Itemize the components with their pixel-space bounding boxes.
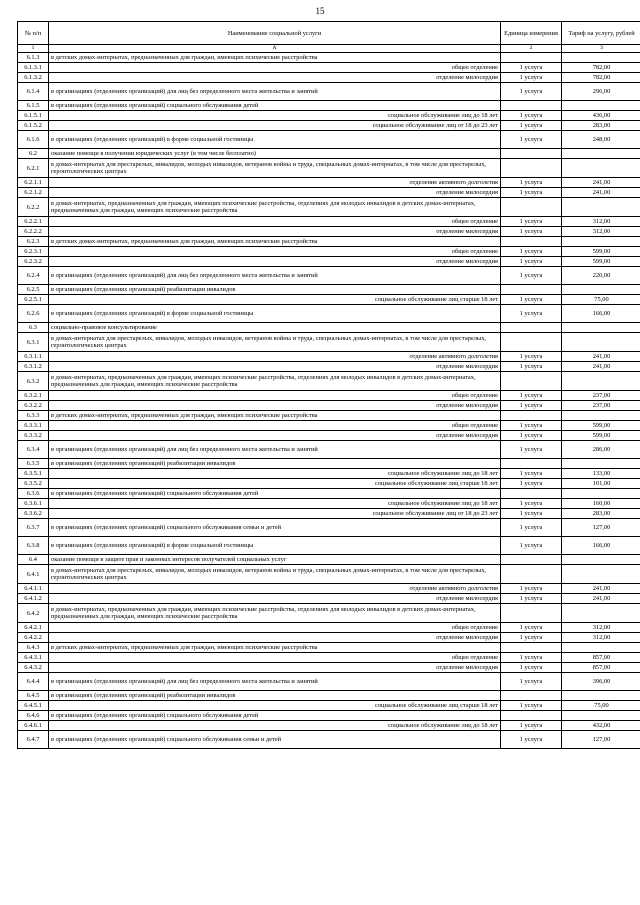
row-unit [501, 643, 562, 653]
row-service-name: отделение милосердия [49, 227, 501, 237]
row-tariff: 160,00 [562, 499, 640, 509]
row-number: 6.1.4 [18, 83, 49, 101]
row-unit [501, 372, 562, 391]
row-tariff: 241,00 [562, 188, 640, 198]
table-row [18, 121, 640, 131]
table-row [18, 63, 640, 73]
row-service-name: отделение милосердия [49, 401, 501, 411]
row-number: 6.2.4 [18, 267, 49, 285]
row-tariff [562, 285, 640, 295]
row-service-name: отделение активного долголетия [49, 352, 501, 362]
row-number: 6.2.1 [18, 159, 49, 178]
row-number: 6.3 [18, 323, 49, 333]
row-tariff [562, 237, 640, 247]
row-number: 6.1.5.2 [18, 121, 49, 131]
table-row [18, 401, 640, 411]
row-service-name: в организациях (отделениях организаций) в форме социальной гостиницы [49, 537, 501, 555]
row-service-name: в домах-интернатах для престарелых, инвалидов, молодых инвалидов, ветеранов войны и труда, специальных домах-интернатах, в том числе для престарелых, геронтологических центрах [49, 565, 501, 584]
table-row [18, 247, 640, 257]
row-number: 6.2.2.2 [18, 227, 49, 237]
row-tariff [562, 101, 640, 111]
row-tariff: 296,00 [562, 83, 640, 101]
row-number: 6.3.4 [18, 441, 49, 459]
row-tariff: 396,00 [562, 673, 640, 691]
row-number: 6.4.2 [18, 604, 49, 623]
row-number: 6.4.1.2 [18, 594, 49, 604]
row-unit: 1 услуга [501, 188, 562, 198]
row-tariff: 312,00 [562, 623, 640, 633]
row-service-name: в организациях (отделениях организаций) социального обслуживания детей [49, 711, 501, 721]
table-row [18, 305, 640, 323]
row-unit: 1 услуга [501, 391, 562, 401]
row-unit: 1 услуга [501, 73, 562, 83]
row-tariff: 248,00 [562, 131, 640, 149]
row-unit: 1 услуга [501, 441, 562, 459]
header-tariff: Тариф на услугу, рублей [562, 22, 640, 45]
table-row [18, 101, 640, 111]
table-row [18, 149, 640, 159]
row-tariff: 127,00 [562, 519, 640, 537]
row-tariff: 166,00 [562, 305, 640, 323]
row-service-name: отделение милосердия [49, 188, 501, 198]
row-unit [501, 101, 562, 111]
row-number: 6.2 [18, 149, 49, 159]
row-service-name: в организациях (отделениях организаций) реабилитации инвалидов [49, 691, 501, 701]
row-unit [501, 459, 562, 469]
row-number: 6.3.3.1 [18, 421, 49, 431]
row-tariff [562, 489, 640, 499]
row-number: 6.4.2.2 [18, 633, 49, 643]
row-service-name: в организациях (отделениях организаций) реабилитации инвалидов [49, 459, 501, 469]
row-number: 6.4.6 [18, 711, 49, 721]
row-unit [501, 711, 562, 721]
table-row [18, 441, 640, 459]
row-unit [501, 489, 562, 499]
table-row [18, 721, 640, 731]
row-service-name: в организациях (отделениях организаций) в форме социальной гостиницы [49, 305, 501, 323]
table-row [18, 159, 640, 178]
row-tariff [562, 333, 640, 352]
row-service-name: в детских домах-интернатах, предназначенных для граждан, имеющих психические расстройства [49, 53, 501, 63]
table-row [18, 555, 640, 565]
row-number: 6.4.5 [18, 691, 49, 701]
table-row [18, 411, 640, 421]
row-unit: 1 услуга [501, 227, 562, 237]
table-row [18, 178, 640, 188]
row-tariff: 857,00 [562, 663, 640, 673]
row-tariff: 312,00 [562, 633, 640, 643]
row-service-name: в детских домах-интернатах, предназначенных для граждан, имеющих психические расстройства [49, 411, 501, 421]
index-name: А [49, 45, 501, 53]
table-row [18, 565, 640, 584]
table-row [18, 362, 640, 372]
row-number: 6.2.5 [18, 285, 49, 295]
table-index-row [18, 45, 640, 53]
row-tariff: 312,00 [562, 217, 640, 227]
row-number: 6.2.2 [18, 198, 49, 217]
row-number: 6.2.3 [18, 237, 49, 247]
table-row [18, 295, 640, 305]
row-tariff [562, 711, 640, 721]
row-tariff [562, 53, 640, 63]
row-unit: 1 услуга [501, 295, 562, 305]
row-service-name: общее отделение [49, 247, 501, 257]
row-number: 6.3.6.1 [18, 499, 49, 509]
row-tariff: 312,00 [562, 227, 640, 237]
row-service-name: в организациях (отделениях организаций) в форме социальной гостиницы [49, 131, 501, 149]
row-unit [501, 198, 562, 217]
table-row [18, 257, 640, 267]
row-tariff [562, 459, 640, 469]
row-unit: 1 услуга [501, 267, 562, 285]
row-unit [501, 604, 562, 623]
row-number: 6.3.1 [18, 333, 49, 352]
row-service-name: отделение милосердия [49, 663, 501, 673]
table-row [18, 633, 640, 643]
row-number: 6.2.1.2 [18, 188, 49, 198]
table-row [18, 604, 640, 623]
row-number: 6.2.2.1 [18, 217, 49, 227]
row-tariff [562, 411, 640, 421]
row-service-name: отделение активного долголетия [49, 584, 501, 594]
row-tariff: 75,00 [562, 701, 640, 711]
row-service-name: в детских домах-интернатах, предназначенных для граждан, имеющих психические расстройства [49, 643, 501, 653]
row-service-name: в организациях (отделениях организаций) социального обслуживания семьи и детей [49, 731, 501, 749]
table-header-row [18, 22, 640, 45]
row-number: 6.4.3 [18, 643, 49, 653]
row-tariff: 782,00 [562, 73, 640, 83]
row-service-name: в организациях (отделениях организаций) социального обслуживания детей [49, 101, 501, 111]
row-tariff: 599,00 [562, 431, 640, 441]
row-service-name: в домах-интернатах, предназначенных для граждан, имеющих психические расстройства, отделениях для молодых инвалидов в детских домах-интернатах, предназначенных для граждан, имеющих психические расстройства [49, 372, 501, 391]
row-tariff: 599,00 [562, 247, 640, 257]
row-number: 6.4.3.1 [18, 653, 49, 663]
row-unit: 1 услуга [501, 305, 562, 323]
row-unit [501, 149, 562, 159]
row-unit: 1 услуга [501, 673, 562, 691]
row-service-name: общее отделение [49, 63, 501, 73]
row-service-name: в домах-интернатах, предназначенных для граждан, имеющих психические расстройства, отделениях для молодых инвалидов в детских домах-интернатах, предназначенных для граждан, имеющих психические расстройства [49, 198, 501, 217]
row-tariff: 436,00 [562, 111, 640, 121]
row-service-name: социальное обслуживание лиц до 18 лет [49, 469, 501, 479]
row-service-name: социальное обслуживание лиц от 18 до 23 лет [49, 509, 501, 519]
row-service-name: отделение милосердия [49, 257, 501, 267]
row-number: 6.3.2.2 [18, 401, 49, 411]
table-row [18, 431, 640, 441]
row-tariff: 241,00 [562, 594, 640, 604]
row-number: 6.4 [18, 555, 49, 565]
table-row [18, 623, 640, 633]
row-unit: 1 услуга [501, 479, 562, 489]
row-tariff [562, 198, 640, 217]
table-body [18, 53, 640, 749]
row-number: 6.2.3.2 [18, 257, 49, 267]
row-number: 6.3.8 [18, 537, 49, 555]
table-row [18, 701, 640, 711]
row-unit: 1 услуга [501, 178, 562, 188]
table-row [18, 711, 640, 721]
row-tariff [562, 643, 640, 653]
row-tariff: 599,00 [562, 421, 640, 431]
row-tariff [562, 691, 640, 701]
row-tariff: 241,00 [562, 584, 640, 594]
table-row [18, 537, 640, 555]
row-unit [501, 333, 562, 352]
row-unit: 1 услуга [501, 594, 562, 604]
row-service-name: в детских домах-интернатах, предназначенных для граждан, имеющих психические расстройства [49, 237, 501, 247]
row-unit: 1 услуга [501, 509, 562, 519]
row-tariff: 286,00 [562, 441, 640, 459]
row-unit: 1 услуга [501, 63, 562, 73]
row-service-name: в организациях (отделениях организаций) для лиц без определенного места жительства и занятий [49, 83, 501, 101]
page-number: 15 [315, 6, 325, 16]
table-row [18, 459, 640, 469]
row-number: 6.2.6 [18, 305, 49, 323]
table-row [18, 731, 640, 749]
row-unit [501, 285, 562, 295]
row-service-name: отделение милосердия [49, 633, 501, 643]
row-tariff: 283,00 [562, 509, 640, 519]
row-service-name: отделение милосердия [49, 73, 501, 83]
row-unit: 1 услуга [501, 401, 562, 411]
index-no: 1 [18, 45, 49, 53]
index-unit: 2 [501, 45, 562, 53]
row-tariff: 782,00 [562, 63, 640, 73]
tariff-table [17, 21, 640, 749]
row-tariff: 237,00 [562, 401, 640, 411]
row-number: 6.4.6.1 [18, 721, 49, 731]
row-service-name: в организациях (отделениях организаций) для лиц без определенного места жительства и занятий [49, 673, 501, 691]
row-number: 6.1.3.1 [18, 63, 49, 73]
row-unit [501, 237, 562, 247]
row-unit: 1 услуга [501, 83, 562, 101]
table-row [18, 469, 640, 479]
row-tariff: 133,00 [562, 469, 640, 479]
row-unit: 1 услуга [501, 111, 562, 121]
row-tariff: 237,00 [562, 391, 640, 401]
table-row [18, 519, 640, 537]
row-service-name: в домах-интернатах, предназначенных для граждан, имеющих психические расстройства, отделениях для молодых инвалидов в детских домах-интернатах, предназначенных для граждан, имеющих психические расстройства [49, 604, 501, 623]
row-unit: 1 услуга [501, 247, 562, 257]
row-service-name: социальное обслуживание лиц от 18 до 23 лет [49, 121, 501, 131]
table-row [18, 131, 640, 149]
row-unit: 1 услуга [501, 633, 562, 643]
row-service-name: в домах-интернатах для престарелых, инвалидов, молодых инвалидов, ветеранов войны и труда, специальных домах-интернатах, в том числе для престарелых, геронтологических центрах [49, 333, 501, 352]
row-number: 6.3.1.1 [18, 352, 49, 362]
header-name: Наименование социальной услуги [49, 22, 501, 45]
row-tariff: 166,00 [562, 537, 640, 555]
row-service-name: в организациях (отделениях организаций) для лиц без определенного места жительства и занятий [49, 441, 501, 459]
table-row [18, 53, 640, 63]
table-row [18, 673, 640, 691]
row-tariff [562, 159, 640, 178]
row-tariff: 75,00 [562, 295, 640, 305]
row-tariff [562, 604, 640, 623]
table-row [18, 217, 640, 227]
row-number: 6.3.5.1 [18, 469, 49, 479]
row-number: 6.3.3 [18, 411, 49, 421]
row-unit: 1 услуга [501, 362, 562, 372]
row-number: 6.3.6.2 [18, 509, 49, 519]
row-number: 6.4.4 [18, 673, 49, 691]
row-service-name: социальное обслуживание лиц до 18 лет [49, 111, 501, 121]
row-service-name: общее отделение [49, 391, 501, 401]
row-unit [501, 411, 562, 421]
row-unit: 1 услуга [501, 731, 562, 749]
row-number: 6.2.5.1 [18, 295, 49, 305]
table-row [18, 227, 640, 237]
row-number: 6.1.3 [18, 53, 49, 63]
row-tariff [562, 323, 640, 333]
row-number: 6.4.3.2 [18, 663, 49, 673]
row-unit: 1 услуга [501, 499, 562, 509]
row-tariff: 241,00 [562, 352, 640, 362]
row-tariff: 101,00 [562, 479, 640, 489]
row-unit: 1 услуга [501, 352, 562, 362]
row-tariff: 127,00 [562, 731, 640, 749]
table-row [18, 479, 640, 489]
row-unit: 1 услуга [501, 217, 562, 227]
row-number: 6.3.3.2 [18, 431, 49, 441]
row-service-name: социальное обслуживание лиц до 18 лет [49, 499, 501, 509]
row-number: 6.3.2 [18, 372, 49, 391]
row-service-name: в организациях (отделениях организаций) социального обслуживания семьи и детей [49, 519, 501, 537]
row-unit: 1 услуга [501, 721, 562, 731]
table-row [18, 237, 640, 247]
row-unit: 1 услуга [501, 431, 562, 441]
row-number: 6.3.1.2 [18, 362, 49, 372]
table-row [18, 509, 640, 519]
table-row [18, 267, 640, 285]
row-service-name: социально-правовое консультирование [49, 323, 501, 333]
row-unit: 1 услуга [501, 421, 562, 431]
row-service-name: в организациях (отделениях организаций) реабилитации инвалидов [49, 285, 501, 295]
row-tariff: 599,00 [562, 257, 640, 267]
row-tariff [562, 149, 640, 159]
table-row [18, 188, 640, 198]
row-number: 6.2.3.1 [18, 247, 49, 257]
row-number: 6.4.2.1 [18, 623, 49, 633]
table-row [18, 653, 640, 663]
row-unit: 1 услуга [501, 623, 562, 633]
row-service-name: отделение активного долголетия [49, 178, 501, 188]
row-service-name: оказание помощи в защите прав и законных интересов получателей социальных услуг [49, 555, 501, 565]
row-service-name: общее отделение [49, 421, 501, 431]
table-row [18, 643, 640, 653]
table-row [18, 691, 640, 701]
row-unit [501, 691, 562, 701]
table-row [18, 489, 640, 499]
row-unit [501, 323, 562, 333]
row-service-name: отделение милосердия [49, 431, 501, 441]
table-row [18, 594, 640, 604]
row-service-name: в организациях (отделениях организаций) социального обслуживания детей [49, 489, 501, 499]
row-service-name: общее отделение [49, 217, 501, 227]
row-number: 6.1.5.1 [18, 111, 49, 121]
row-service-name: социальное обслуживание лиц старше 18 лет [49, 295, 501, 305]
row-unit: 1 услуга [501, 519, 562, 537]
row-number: 6.3.5 [18, 459, 49, 469]
row-unit: 1 услуга [501, 584, 562, 594]
row-unit: 1 услуга [501, 131, 562, 149]
row-service-name: социальное обслуживание лиц старше 18 лет [49, 701, 501, 711]
table-row [18, 391, 640, 401]
table-row [18, 111, 640, 121]
row-number: 6.1.6 [18, 131, 49, 149]
row-number: 6.1.5 [18, 101, 49, 111]
table-row [18, 73, 640, 83]
row-unit [501, 53, 562, 63]
row-tariff: 857,00 [562, 653, 640, 663]
row-unit [501, 159, 562, 178]
row-unit: 1 услуга [501, 663, 562, 673]
row-tariff: 241,00 [562, 362, 640, 372]
table-row [18, 663, 640, 673]
table-row [18, 198, 640, 217]
row-tariff: 220,00 [562, 267, 640, 285]
table-row [18, 285, 640, 295]
row-service-name: в организациях (отделениях организаций) для лиц без определенного места жительства и занятий [49, 267, 501, 285]
index-tariff: 3 [562, 45, 640, 53]
row-tariff [562, 555, 640, 565]
table-row [18, 333, 640, 352]
row-unit: 1 услуга [501, 469, 562, 479]
row-unit: 1 услуга [501, 537, 562, 555]
table-row [18, 372, 640, 391]
row-tariff [562, 372, 640, 391]
row-service-name: общее отделение [49, 623, 501, 633]
row-unit: 1 услуга [501, 701, 562, 711]
table-row [18, 323, 640, 333]
row-unit: 1 услуга [501, 653, 562, 663]
row-service-name: социальное обслуживание лиц старше 18 лет [49, 479, 501, 489]
row-service-name: общее отделение [49, 653, 501, 663]
row-number: 6.3.5.2 [18, 479, 49, 489]
row-number: 6.4.7 [18, 731, 49, 749]
row-number: 6.3.6 [18, 489, 49, 499]
row-service-name: отделение милосердия [49, 594, 501, 604]
row-service-name: оказание помощи в получении юридических услуг (в том числе бесплатно) [49, 149, 501, 159]
header-no: № п/п [18, 22, 49, 45]
row-number: 6.3.2.1 [18, 391, 49, 401]
row-number: 6.2.1.1 [18, 178, 49, 188]
row-unit: 1 услуга [501, 121, 562, 131]
row-number: 6.1.3.2 [18, 73, 49, 83]
row-number: 6.4.5.1 [18, 701, 49, 711]
header-unit: Единица измерения [501, 22, 562, 45]
row-number: 6.3.7 [18, 519, 49, 537]
table-row [18, 499, 640, 509]
table-row [18, 83, 640, 101]
table-row [18, 421, 640, 431]
row-service-name: в домах-интернатах для престарелых, инвалидов, молодых инвалидов, ветеранов войны и труда, специальных домах-интернатах, в том числе для престарелых, геронтологических центрах [49, 159, 501, 178]
row-number: 6.4.1.1 [18, 584, 49, 594]
row-tariff: 432,00 [562, 721, 640, 731]
table-row [18, 584, 640, 594]
row-unit [501, 565, 562, 584]
row-service-name: социальное обслуживание лиц до 18 лет [49, 721, 501, 731]
row-unit: 1 услуга [501, 257, 562, 267]
row-tariff: 241,00 [562, 178, 640, 188]
table-row [18, 352, 640, 362]
row-number: 6.4.1 [18, 565, 49, 584]
row-tariff: 283,00 [562, 121, 640, 131]
row-unit [501, 555, 562, 565]
row-service-name: отделение милосердия [49, 362, 501, 372]
row-tariff [562, 565, 640, 584]
